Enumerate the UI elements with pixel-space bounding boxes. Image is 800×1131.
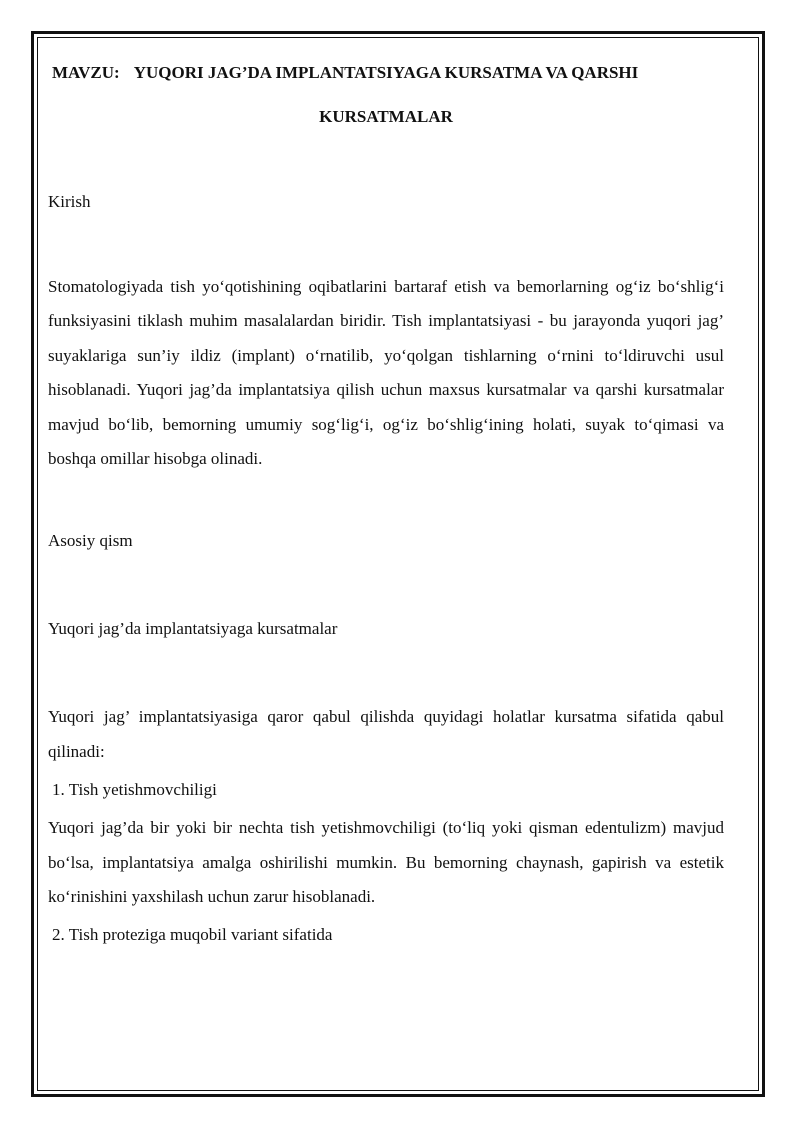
title-prefix: MAVZU: bbox=[52, 63, 120, 82]
list-item-2-title: 2. Tish proteziga muqobil variant sifatida bbox=[52, 925, 333, 945]
heading-main: Asosiy qism bbox=[48, 531, 133, 551]
intro-paragraph: Stomatologiyada tish yo‘qotishining oqibatlarini bartaraf etish va bemorlarning og‘iz bo‘shlig‘i funksiyasini tiklash muhim masalalardan biridir. Tish implantatsiyasi - bu jarayonda yuqori jag’ suyaklariga sun’iy ildiz (implant) o‘rnatilib, yo‘qolgan tishlarning o‘rnini to‘ldiruvchi usul hisoblanadi. Yuqori jag’da implantatsiya qilish uchun maxsus kursatmalar va qarshi kursatmalar mavjud bo‘lib, bemorning umumiy sog‘lig‘i, og‘iz bo‘shlig‘ining holati, suyak to‘qimasi va boshqa omillar hisobga olinadi. bbox=[48, 277, 724, 469]
indications-intro: Yuqori jag’ implantatsiyasiga qaror qabul qilishda quyidagi holatlar kursatma sifatida qabul qilinadi: bbox=[48, 707, 724, 761]
heading-intro: Kirish bbox=[48, 192, 91, 211]
document-body bbox=[48, 58, 724, 950]
list-item-1-text: Yuqori jag’da bir yoki bir nechta tish yetishmovchiligi (to‘liq yoki qisman edentulizm) mavjud bo‘lsa, implantatsiya amalga oshirilishi mumkin. Bu bemorning chaynash, gapirish va estetik ko‘rinishini yaxshilash uchun zarur hisoblanadi. bbox=[48, 818, 724, 907]
document-title bbox=[52, 58, 724, 88]
list-item-1-title: 1. Tish yetishmovchiligi bbox=[52, 780, 217, 800]
title-line-1: YUQORI JAG’DA IMPLANTATSIYAGA KURSATMA VA QARSHI bbox=[133, 63, 639, 82]
title-line-2: KURSATMALAR bbox=[319, 107, 453, 126]
heading-indications: Yuqori jag’da implantatsiyaga kursatmalar bbox=[48, 619, 338, 639]
